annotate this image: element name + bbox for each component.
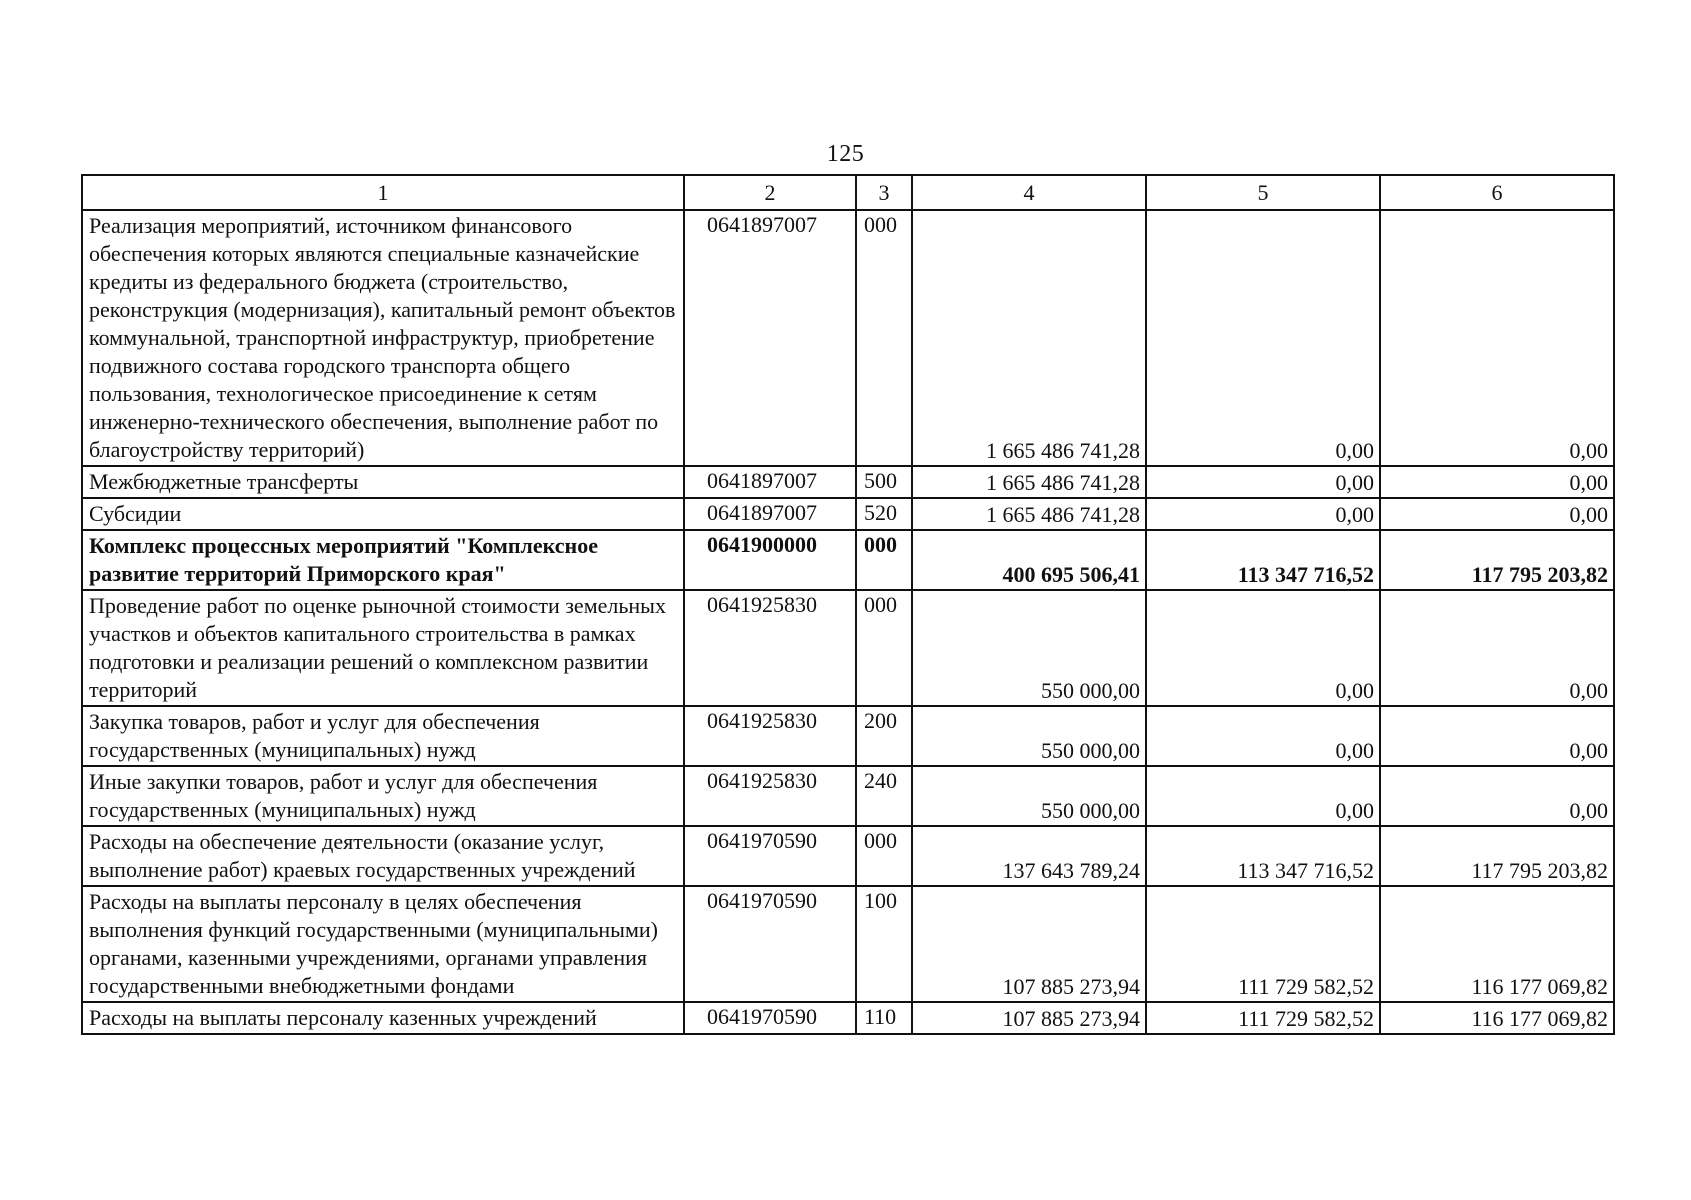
row-value-4: 550 000,00: [912, 590, 1146, 706]
row-value-4: 1 665 486 741,28: [912, 210, 1146, 466]
column-header: 4: [912, 175, 1146, 210]
row-value-4: 107 885 273,94: [912, 886, 1146, 1002]
row-code: 0641970590: [684, 886, 856, 1002]
column-header: 5: [1146, 175, 1380, 210]
row-value-5: 0,00: [1146, 706, 1380, 766]
row-value-6: 0,00: [1380, 766, 1614, 826]
table-row: [82, 530, 1614, 590]
row-value-5: 0,00: [1146, 210, 1380, 466]
row-kvr: 100: [856, 886, 912, 1002]
table-row: [82, 706, 1614, 766]
row-name: Реализация мероприятий, источником финансового обеспечения которых являются специальные казначейские кредиты из федерального бюджета (строительство, реконструкция (модернизация), капитальный ремонт объектов коммунальной, транспортной инфраструктур, приобретение подвижного состава городского транспорта общего пользования, технологическое присоединение к сетям инженерно-технического обеспечения, выполнение работ по благоустройству территорий): [82, 210, 684, 466]
row-value-4: 400 695 506,41: [912, 530, 1146, 590]
row-value-6: 0,00: [1380, 706, 1614, 766]
row-kvr: 500: [856, 466, 912, 498]
row-name: Иные закупки товаров, работ и услуг для обеспечения государственных (муниципальных) нужд: [82, 766, 684, 826]
row-value-6: 0,00: [1380, 590, 1614, 706]
table-row: [82, 210, 1614, 466]
row-value-4: 1 665 486 741,28: [912, 498, 1146, 530]
table-row: [82, 590, 1614, 706]
row-code: 0641970590: [684, 826, 856, 886]
row-value-5: 0,00: [1146, 766, 1380, 826]
row-value-6: 117 795 203,82: [1380, 826, 1614, 886]
row-kvr: 000: [856, 210, 912, 466]
row-value-6: 0,00: [1380, 466, 1614, 498]
row-code: 0641900000: [684, 530, 856, 590]
row-value-4: 1 665 486 741,28: [912, 466, 1146, 498]
page-number: 125: [826, 141, 865, 167]
table-row: [82, 886, 1614, 1002]
row-code: 0641897007: [684, 210, 856, 466]
row-value-6: 0,00: [1380, 210, 1614, 466]
row-value-5: 0,00: [1146, 498, 1380, 530]
row-value-6: 116 177 069,82: [1380, 886, 1614, 1002]
row-value-6: 117 795 203,82: [1380, 530, 1614, 590]
column-header: 3: [856, 175, 912, 210]
row-code: 0641925830: [684, 590, 856, 706]
row-name: Комплекс процессных мероприятий "Комплексное развитие территорий Приморского края": [82, 530, 684, 590]
table-row: [82, 1002, 1614, 1034]
budget-table: [81, 174, 1615, 1035]
column-header: 2: [684, 175, 856, 210]
row-kvr: 110: [856, 1002, 912, 1034]
row-value-6: 116 177 069,82: [1380, 1002, 1614, 1034]
row-value-5: 0,00: [1146, 590, 1380, 706]
column-header: 1: [82, 175, 684, 210]
row-value-6: 0,00: [1380, 498, 1614, 530]
row-name: Субсидии: [82, 498, 684, 530]
row-name: Расходы на обеспечение деятельности (оказание услуг, выполнение работ) краевых государственных учреждений: [82, 826, 684, 886]
row-code: 0641970590: [684, 1002, 856, 1034]
row-name: Расходы на выплаты персоналу казенных учреждений: [82, 1002, 684, 1034]
row-value-5: 113 347 716,52: [1146, 530, 1380, 590]
column-header: 6: [1380, 175, 1614, 210]
table-row: [82, 466, 1614, 498]
row-value-5: 111 729 582,52: [1146, 886, 1380, 1002]
row-value-5: 113 347 716,52: [1146, 826, 1380, 886]
row-code: 0641925830: [684, 706, 856, 766]
row-value-5: 0,00: [1146, 466, 1380, 498]
row-name: Межбюджетные трансферты: [82, 466, 684, 498]
row-kvr: 000: [856, 590, 912, 706]
row-kvr: 000: [856, 826, 912, 886]
row-name: Закупка товаров, работ и услуг для обеспечения государственных (муниципальных) нужд: [82, 706, 684, 766]
row-code: 0641925830: [684, 766, 856, 826]
table-row: [82, 826, 1614, 886]
row-name: Проведение работ по оценке рыночной стоимости земельных участков и объектов капитального строительства в рамках подготовки и реализации решений о комплексном развитии территорий: [82, 590, 684, 706]
table-row: [82, 498, 1614, 530]
row-kvr: 000: [856, 530, 912, 590]
table-row: [82, 766, 1614, 826]
row-code: 0641897007: [684, 498, 856, 530]
row-value-5: 111 729 582,52: [1146, 1002, 1380, 1034]
row-kvr: 240: [856, 766, 912, 826]
row-kvr: 520: [856, 498, 912, 530]
row-kvr: 200: [856, 706, 912, 766]
row-code: 0641897007: [684, 466, 856, 498]
row-value-4: 137 643 789,24: [912, 826, 1146, 886]
row-value-4: 550 000,00: [912, 766, 1146, 826]
row-value-4: 107 885 273,94: [912, 1002, 1146, 1034]
row-value-4: 550 000,00: [912, 706, 1146, 766]
header-row: [82, 175, 1614, 210]
row-name: Расходы на выплаты персоналу в целях обеспечения выполнения функций государственными (муниципальными) органами, казенными учреждениями, органами управления государственными внебюджетными фондами: [82, 886, 684, 1002]
